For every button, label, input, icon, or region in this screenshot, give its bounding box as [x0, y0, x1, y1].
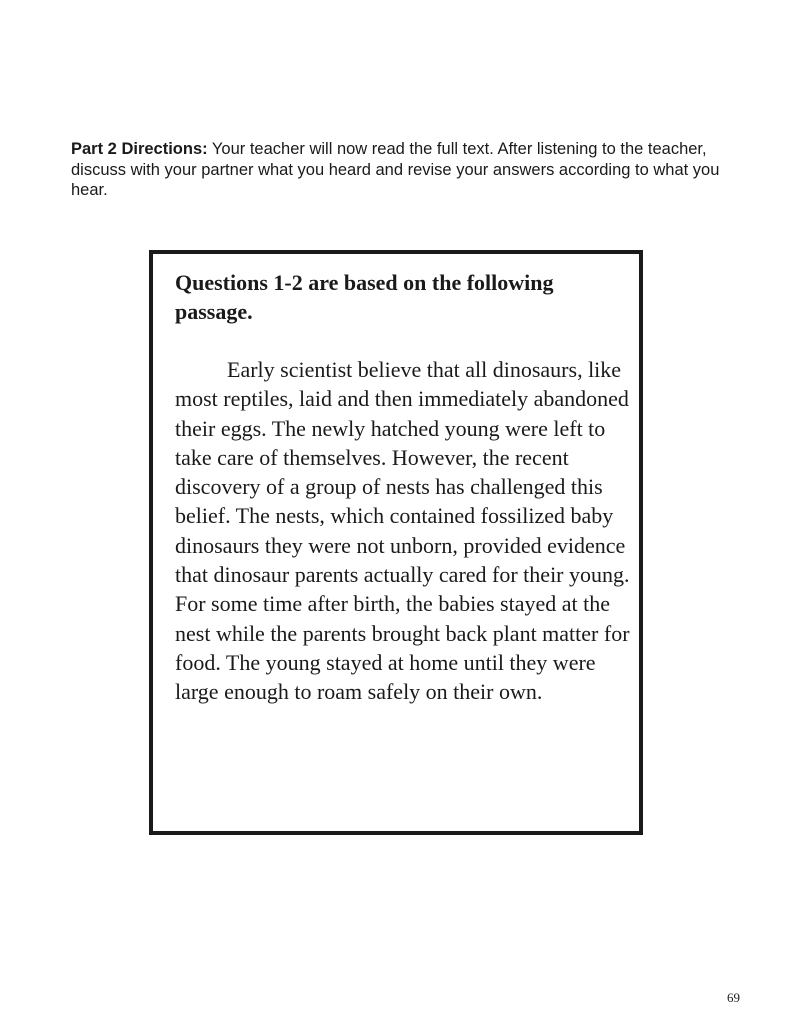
directions-paragraph	[71, 139, 721, 201]
directions-text: Your teacher will now read the full text. After listening to the teacher, discuss with your partner what you heard and revise your answers according to what you hear.	[71, 140, 720, 199]
passage-body: Early scientist believe that all dinosaurs, like most reptiles, laid and then immediately abandoned their eggs. The newly hatched young were left to take care of themselves. However, the recent discovery of a group of nests has challenged this belief. The nests, which contained fossilized baby dinosaurs they were not unborn, provided evidence that dinosaur parents actually cared for their young. For some time after birth, the babies stayed at the nest while the parents brought back plant matter for food. The young stayed at home until they were large enough to roam safely on their own.	[175, 357, 630, 705]
directions-label: Part 2 Directions:	[71, 140, 208, 158]
passage-box	[149, 250, 643, 835]
page-number: 69	[727, 990, 740, 1005]
passage-heading: Questions 1-2 are based on the following passage.	[175, 270, 554, 324]
